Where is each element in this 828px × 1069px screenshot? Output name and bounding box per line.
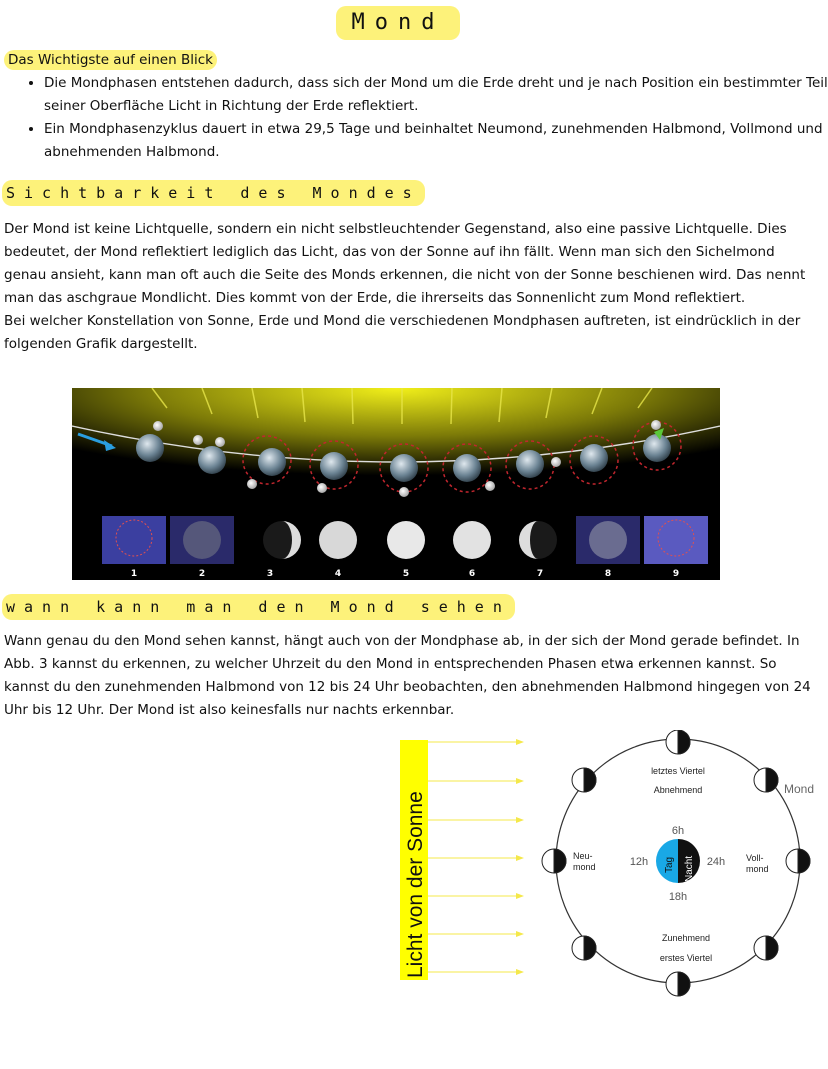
summary-list xyxy=(6,72,828,164)
paragraph: Bei welcher Konstellation von Sonne, Erde und Mond die verschiedenen Mondphasen auftreten, ist eindrücklich in der folgenden Grafik dargestellt. xyxy=(4,313,801,352)
phase-number: 1 xyxy=(130,569,138,579)
last-quarter-label: letztes Viertel xyxy=(651,766,705,776)
moon-visibility-diagram xyxy=(396,730,828,1000)
new-moon-label-1: Neu- xyxy=(573,851,593,861)
first-quarter-label: erstes Viertel xyxy=(659,953,713,963)
phase-number: 7 xyxy=(536,569,544,579)
phase-number: 5 xyxy=(402,569,410,579)
full-moon-label-2: mond xyxy=(746,864,769,874)
night-label: Nacht xyxy=(684,855,695,882)
time-18h: 18h xyxy=(668,891,688,903)
full-moon-label-1: Voll- xyxy=(746,853,764,863)
waning-label: Abnehmend xyxy=(653,785,703,795)
moon-orbit-illustration xyxy=(72,388,720,580)
phase-number: 9 xyxy=(672,569,680,579)
paragraph: Wann genau du den Mond sehen kannst, hängt auch von der Mondphase ab, in der sich der Mond gerade befindet. In Abb. 3 kannst du erkennen, zu welcher Uhrzeit du den Mond in entsprechenden Phasen etwa erkennen kannst. So kannst du den zunehmenden Halbmond von 12 bis 24 Uhr beobachten, den abnehmenden Halbmond hingegen von 24 Uhr bis 12 Uhr. Der Mond ist also keinesfalls nur nachts erkennbar. xyxy=(4,633,811,718)
moon-label: Mond xyxy=(784,782,815,796)
phase-number: 3 xyxy=(266,569,274,579)
section-visibility-body xyxy=(4,218,816,356)
list-item: • Ein Mondphasenzyklus dauert in etwa 29,5 Tage und beinhaltet Neumond, zunehmenden Halbmond, Vollmond und abnehmenden Halbmond. xyxy=(44,118,828,164)
phase-number: 2 xyxy=(198,569,206,579)
page-title: Mond xyxy=(336,6,460,40)
moon-orbit-times-diagram xyxy=(396,730,828,1000)
time-12h: 12h xyxy=(629,856,649,868)
phase-number: 4 xyxy=(334,569,342,579)
time-6h: 6h xyxy=(671,825,685,837)
sun-light-label: Licht von der Sonne xyxy=(404,791,427,978)
summary-heading: Das Wichtigste auf einen Blick xyxy=(4,50,217,70)
list-item: • Die Mondphasen entstehen dadurch, dass sich der Mond um die Erde dreht und je nach Position ein bestimmter Teil seiner Oberfläche Licht in Richtung der Erde reflektiert. xyxy=(44,72,828,118)
time-24h: 24h xyxy=(706,856,726,868)
section-when-visible-body xyxy=(4,630,816,722)
phase-number: 8 xyxy=(604,569,612,579)
new-moon-label-2: mond xyxy=(573,862,596,872)
paragraph: Der Mond ist keine Lichtquelle, sondern ein nicht selbstleuchtender Gegenstand, also eine passive Lichtquelle. Dies bedeutet, der Mond reflektiert lediglich das Licht, das von der Sonne auf ihn fällt. Wenn man sich den Sichelmond genau ansieht, kann man oft auch die Seite des Monds erkennen, die nicht von der Sonne beschienen wird. Das nennt man das aschgraue Mondlicht. Dies kommt von der Erde, die ihrerseits das Sonnenlicht zum Mond reflektiert. xyxy=(4,221,806,306)
waxing-label: Zunehmend xyxy=(661,933,711,943)
moon-phases-figure xyxy=(72,388,720,580)
section-heading-when-visible: wann kann man den Mond sehen xyxy=(2,594,515,620)
day-label: Tag xyxy=(664,856,675,873)
section-heading-visibility: Sichtbarkeit des Mondes xyxy=(2,180,425,206)
phase-number: 6 xyxy=(468,569,476,579)
